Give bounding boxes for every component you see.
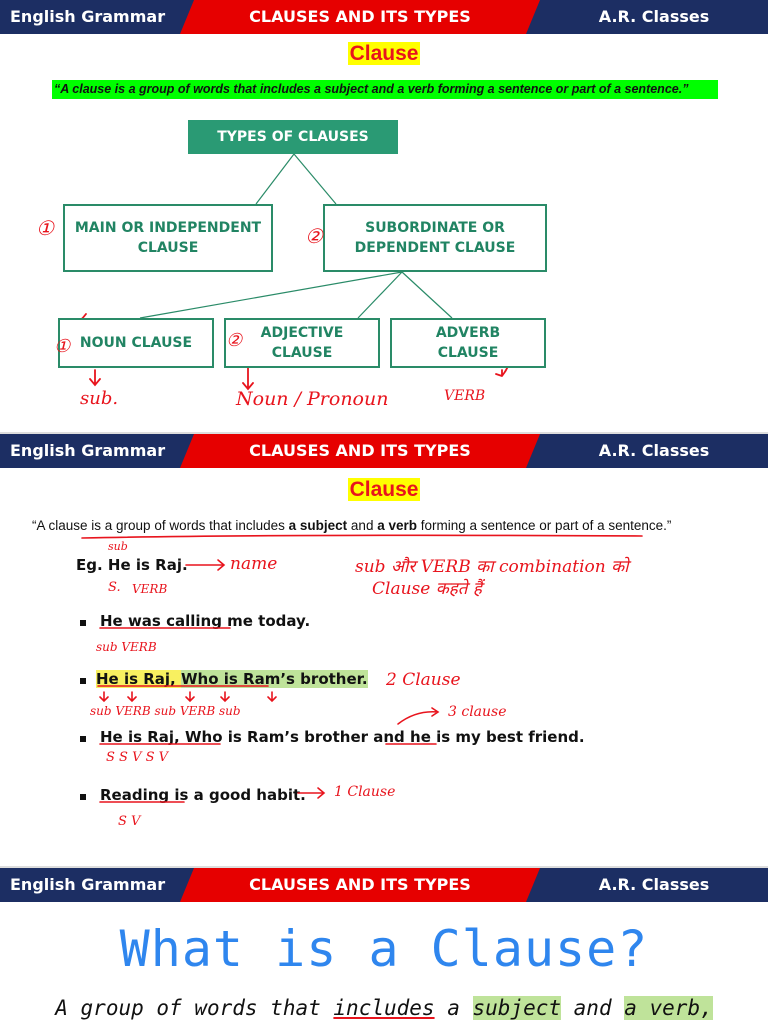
slide-types-of-clauses (0, 0, 768, 432)
subtitle-includes: includes (333, 996, 435, 1020)
note-adverb-verb: VERB (444, 388, 486, 404)
definition-tail: forming a sentence or part of a sentence.” (434, 82, 689, 96)
subtitle-subject: subject (472, 996, 562, 1020)
tag-verb: VERB (132, 582, 168, 596)
definition-text: “A clause is a group of words that includes a (54, 82, 325, 96)
slide-what-is-a-clause (0, 866, 768, 1024)
note-2-clause: 2 Clause (386, 670, 461, 690)
banner-topic: CLAUSES AND ITS TYPES (249, 7, 471, 26)
subtitle-a: a (434, 996, 473, 1020)
example-4-tags: S V (118, 814, 141, 829)
definition-text (32, 518, 671, 533)
subordinate-clause-line2: DEPENDENT CLAUSE (354, 240, 516, 256)
example-line (76, 556, 188, 574)
subordinate-clause-box (323, 204, 547, 272)
note-3-clause: 3 clause (448, 704, 507, 720)
adverb-clause-line2: CLAUSE (437, 345, 499, 361)
adjective-clause-line2: CLAUSE (271, 345, 333, 361)
note-1-clause: 1 Clause (334, 784, 396, 800)
example-2-subordinate: Who is Ram’s brother. (180, 670, 368, 688)
main-clause-box (63, 204, 273, 272)
note-number-4: ② (226, 330, 243, 351)
adverb-clause-box (390, 318, 546, 368)
banner-topic: CLAUSES AND ITS TYPES (249, 441, 471, 460)
slide-clause-examples (0, 432, 768, 866)
bullet (80, 678, 86, 684)
note-adjective-noun-pronoun: Noun / Pronoun (236, 388, 389, 410)
heading: What is a Clause? (119, 920, 649, 978)
note-number-2: ② (305, 224, 323, 248)
example-2-main: He is Raj, (96, 670, 181, 688)
noun-clause-box (58, 318, 214, 368)
note-noun-sub: sub. (80, 388, 119, 409)
tag-s: S. (108, 580, 121, 595)
definition-and: and (368, 82, 398, 96)
slide-title (0, 42, 768, 66)
example-3-tags: S S V S V (106, 750, 169, 765)
slide-title-text: Clause (349, 478, 419, 501)
subordinate-clause-line1: SUBORDINATE OR (365, 220, 505, 236)
note-number-1: ① (36, 216, 54, 240)
banner-brand: A.R. Classes (598, 441, 710, 460)
example-1: He was calling me today. (100, 612, 311, 630)
definition-verb: a verb (377, 518, 417, 533)
banner-subject: English Grammar (10, 441, 166, 460)
definition-pre: “A clause is a group of words that includes (32, 518, 289, 533)
adjective-clause-line1: ADJECTIVE (260, 325, 344, 341)
example-2-tags: sub VERB sub VERB sub (90, 704, 241, 718)
main-clause-line1: MAIN OR INDEPENDENT (74, 220, 262, 236)
bullet (80, 736, 86, 742)
bullet (80, 620, 86, 626)
note-number-3: ① (54, 336, 71, 357)
definition-tail: forming a sentence or part of a sentence.” (416, 518, 672, 533)
adverb-clause-line1: ADVERB (435, 325, 501, 341)
noun-clause-label: NOUN CLAUSE (79, 335, 193, 351)
example-2 (96, 670, 368, 688)
note-name: name (230, 554, 278, 574)
example-3: He is Raj, Who is Ram’s brother and he is my best friend. (100, 728, 585, 746)
header-banner (0, 434, 768, 468)
slide-title (0, 478, 768, 502)
banner-subject: English Grammar (10, 875, 166, 894)
header-banner (0, 868, 768, 902)
banner-brand: A.R. Classes (598, 7, 710, 26)
example-1-tags: sub VERB (96, 640, 157, 654)
banner-topic: CLAUSES AND ITS TYPES (249, 875, 471, 894)
banner-brand: A.R. Classes (598, 875, 710, 894)
slide-title-text: Clause (349, 42, 419, 65)
definition-subject: subject (324, 82, 369, 96)
adjective-clause-box (224, 318, 380, 368)
subtitle (0, 996, 768, 1020)
header-banner (0, 0, 768, 34)
subtitle-pre: A group of words that (55, 996, 334, 1020)
definition-and: and (347, 518, 378, 533)
bullet (80, 794, 86, 800)
subtitle-verb: a verb, (624, 996, 713, 1020)
definition-highlight (52, 80, 718, 99)
definition-verb: a verb (397, 82, 435, 96)
types-of-clauses-box (188, 120, 398, 154)
banner-subject: English Grammar (10, 7, 166, 26)
types-of-clauses-label: TYPES OF CLAUSES (217, 129, 369, 145)
handnote-line1: sub और VERB का combination को (355, 557, 629, 577)
handnote-line2: Clause कहते हैं (372, 579, 482, 599)
subtitle-and: and (561, 996, 625, 1020)
example-4: Reading is a good habit. (100, 786, 306, 804)
main-clause-line2: CLAUSE (137, 240, 199, 256)
definition-subject: a subject (288, 518, 348, 533)
example-label: Eg. (76, 556, 108, 574)
tag-sub: sub (108, 540, 128, 553)
example-sentence: He is Raj. (107, 556, 188, 574)
